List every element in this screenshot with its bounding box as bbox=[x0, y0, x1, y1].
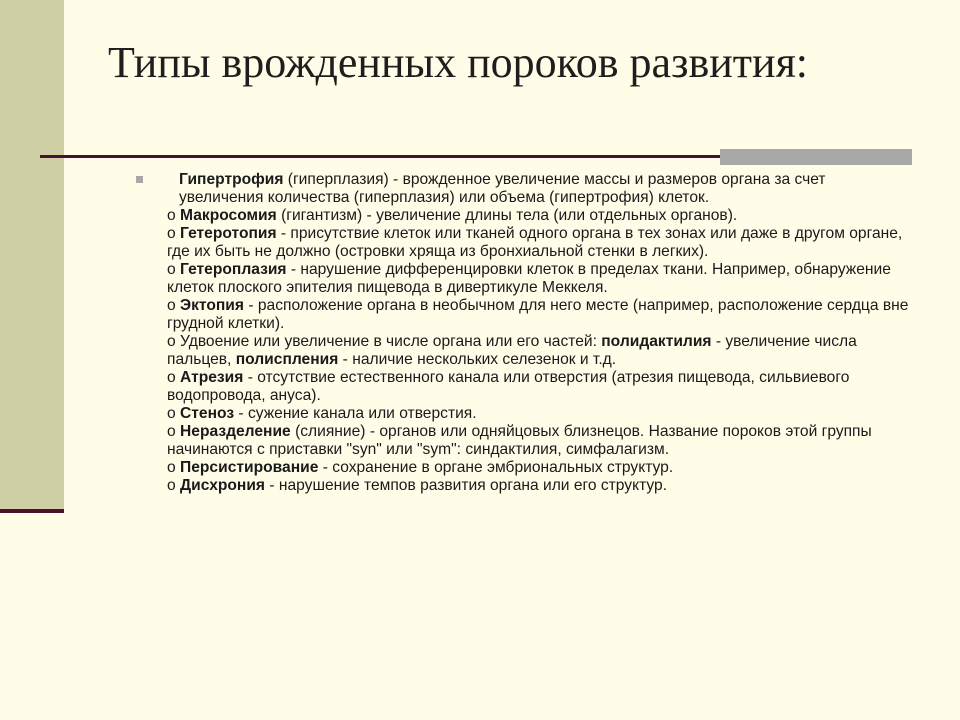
item-marker: o bbox=[167, 297, 176, 314]
item-marker: o bbox=[167, 207, 176, 224]
list-item bbox=[141, 423, 911, 459]
item-term: Персистирование bbox=[180, 459, 319, 476]
left-decor-bar-edge bbox=[0, 509, 64, 513]
item-term: Гетеротопия bbox=[180, 225, 277, 242]
item-term: Макросомия bbox=[180, 207, 277, 224]
accent-bar bbox=[720, 149, 912, 165]
item-term: Атрезия bbox=[180, 369, 244, 386]
list-item bbox=[141, 225, 911, 261]
item-text-2: - наличие нескольких селезенок и т.д. bbox=[338, 351, 617, 368]
item-term: Гетероплазия bbox=[180, 261, 287, 278]
list-item bbox=[141, 297, 911, 333]
slide-content bbox=[141, 171, 911, 495]
list-item bbox=[141, 207, 911, 225]
item-term: Эктопия bbox=[180, 297, 244, 314]
list-item bbox=[141, 459, 911, 477]
intro-text: (гиперплазия) - врожденное увеличение массы и размеров органа за счет увеличения количества (гиперплазия) или объема (гипертрофия) клеток. bbox=[179, 171, 826, 206]
list-item bbox=[141, 261, 911, 297]
item-text: - увеличение числа пальцев, bbox=[167, 333, 857, 368]
item-text: - расположение органа в необычном для него месте (например, расположение сердца вне грудной клетки). bbox=[167, 297, 909, 332]
item-pre: Удвоение или увеличение в числе органа или его частей: bbox=[180, 333, 602, 350]
list-item bbox=[141, 477, 911, 495]
item-text: - сужение канала или отверстия. bbox=[234, 405, 477, 422]
item-text: - присутствие клеток или тканей одного органа в тех зонах или даже в другом органе, где их быть не должно (островки хряща из бронхиальной стенки в легких). bbox=[167, 225, 903, 260]
item-term: Неразделение bbox=[180, 423, 291, 440]
item-text: - отсутствие естественного канала или отверстия (атрезия пищевода, сильвиевого водопровода, ануса). bbox=[167, 369, 850, 404]
item-text: - нарушение темпов развития органа или его структур. bbox=[265, 477, 668, 494]
item-term: Дисхрония bbox=[180, 477, 266, 494]
intro-term: Гипертрофия bbox=[179, 171, 284, 188]
item-term: Стеноз bbox=[180, 405, 235, 422]
item-text: (гигантизм) - увеличение длины тела (или отдельных органов). bbox=[276, 207, 738, 224]
item-term-2: полиспления bbox=[235, 351, 339, 368]
item-text: - сохранение в органе эмбриональных структур. bbox=[318, 459, 674, 476]
item-text: (слияние) - органов или одняйцовых близнецов. Название пороков этой группы начинаются с приставки "syn" или "sym": синдактилия, симфалагизм. bbox=[167, 423, 872, 458]
list-item bbox=[141, 333, 911, 369]
intro-paragraph bbox=[141, 171, 911, 207]
item-term: полидактилия bbox=[601, 333, 712, 350]
item-marker: o bbox=[167, 333, 176, 350]
item-marker: o bbox=[167, 477, 176, 494]
item-marker: o bbox=[167, 261, 176, 278]
item-marker: o bbox=[167, 405, 176, 422]
slide-title: Типы врожденных пороков развития: bbox=[108, 38, 809, 87]
list-item bbox=[141, 405, 911, 423]
item-text: - нарушение дифференцировки клеток в пределах ткани. Например, обнаружение клеток плоского эпителия пищевода в дивертикуле Меккеля. bbox=[167, 261, 891, 296]
item-marker: o bbox=[167, 459, 176, 476]
item-marker: o bbox=[167, 369, 176, 386]
item-marker: o bbox=[167, 423, 176, 440]
item-marker: o bbox=[167, 225, 176, 242]
list-item bbox=[141, 369, 911, 405]
left-decor-bar bbox=[0, 0, 64, 510]
